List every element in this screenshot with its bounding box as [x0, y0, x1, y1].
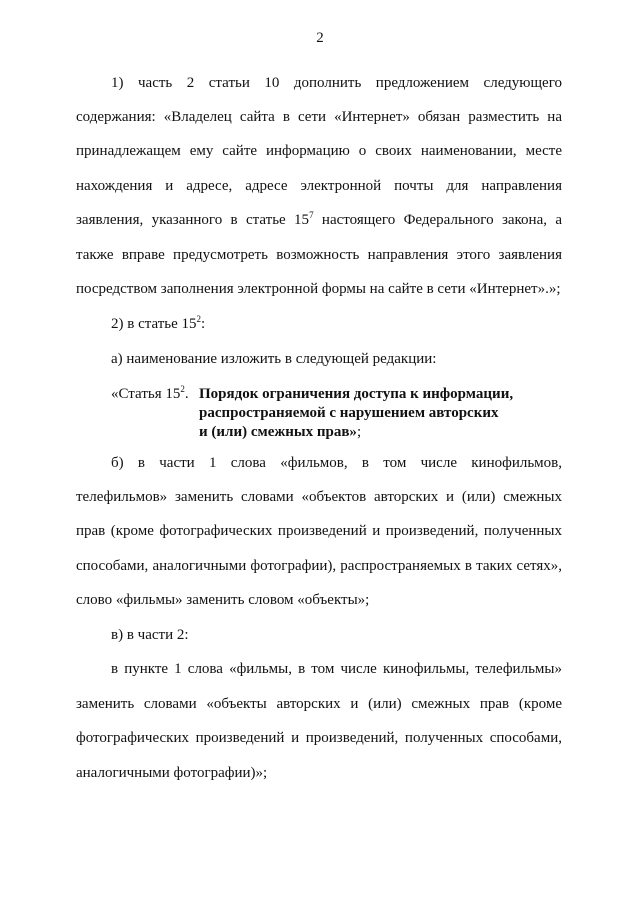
article-heading-line-3: и (или) смежных прав» — [199, 424, 357, 440]
item-b-line-4: способами, аналогичными фотографии), распространяемых в таких сетях», — [76, 558, 562, 574]
article-title — [111, 385, 513, 442]
item-v-point-1-line-3: фотографических произведений и произведений, полученных способами, — [76, 730, 562, 746]
article-heading-line-2: распространяемой с нарушением авторских — [199, 405, 499, 421]
article-heading-end: ; — [356, 424, 362, 440]
item-v-point-1-line-1: в пункте 1 слова «фильмы, в том числе кинофильмы, телефильмы» — [111, 661, 562, 677]
paragraph-1-line-3: принадлежащем ему сайте информацию о своих наименовании, месте — [76, 143, 562, 159]
item-b-line-1: б) в части 1 слова «фильмов, в том числе кинофильмов, — [111, 455, 562, 471]
item-2-text: 2) в статье 15 — [111, 316, 197, 332]
item-2-superscript: 2 — [196, 314, 202, 324]
item-a: а) наименование изложить в следующей редакции: — [111, 351, 437, 367]
article-dot: . — [184, 386, 189, 402]
item-v-point-1-line-2: заменить словами «объекты авторских и (или) смежных прав (кроме — [76, 696, 562, 712]
article-label — [111, 385, 199, 404]
paragraph-1-line-6: также вправе предусмотреть возможность направления этого заявления — [76, 247, 562, 263]
item-b-line-2: телефильмов» заменить словами «объектов авторских и (или) смежных — [76, 489, 562, 505]
paragraph-1-line-2: содержания: «Владелец сайта в сети «Интернет» обязан разместить на — [76, 109, 562, 125]
item-b-line-3: прав (кроме фотографических произведений и произведений, полученных — [76, 523, 562, 539]
paragraph-1-line-7: посредством заполнения электронной формы на сайте в сети «Интернет».»; — [76, 281, 561, 297]
item-2-colon: : — [201, 316, 206, 332]
page-number: 2 — [316, 30, 324, 46]
article-prefix: «Статья 15 — [111, 386, 181, 402]
item-v-point-1-line-4: аналогичными фотографии)»; — [76, 765, 268, 781]
paragraph-1-line-4: нахождения и адресе, адресе электронной почты для направления — [76, 178, 562, 194]
line-5-text-b: настоящего Федерального закона, а — [313, 212, 562, 228]
superscript-7: 7 — [309, 210, 314, 220]
article-heading-line-1: Порядок ограничения доступа к информации, — [199, 386, 514, 402]
article-superscript: 2 — [180, 384, 185, 394]
paragraph-1-line-1: 1) часть 2 статьи 10 дополнить предложением следующего — [111, 75, 562, 91]
paragraph-1-line-5 — [76, 210, 562, 230]
item-b-line-5: слово «фильмы» заменить словом «объекты»; — [76, 592, 370, 608]
article-heading — [199, 385, 513, 442]
line-5-text-a: заявления, указанного в статье 15 — [76, 212, 310, 228]
item-v: в) в части 2: — [111, 627, 189, 643]
item-2 — [111, 314, 205, 334]
